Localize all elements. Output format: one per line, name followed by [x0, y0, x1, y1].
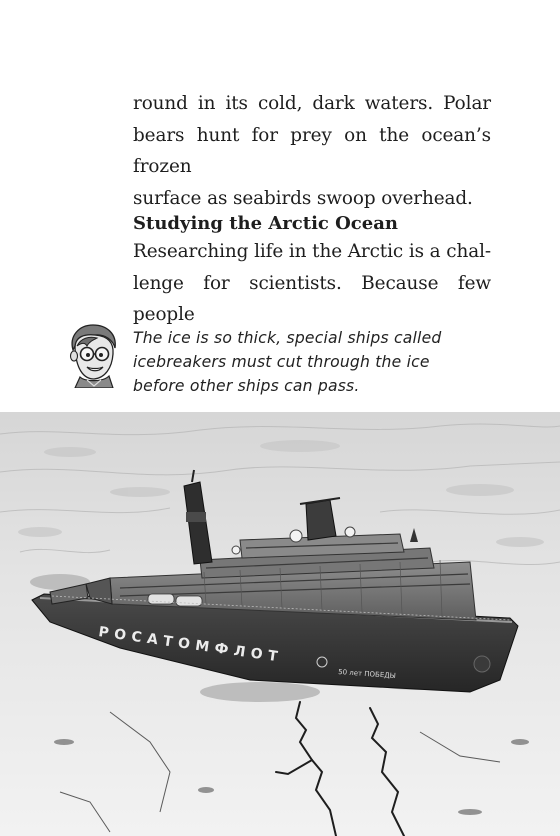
- kid-avatar-icon: [65, 322, 123, 388]
- tip-line: before other ships can pass.: [133, 377, 360, 395]
- text-line: bears hunt for prey on the ocean’s frozen: [133, 124, 491, 177]
- text-line: lenge for scientists. Because few people: [133, 272, 491, 325]
- text-line: round in its cold, dark waters. Polar: [133, 93, 491, 114]
- icebreaker-photo: [0, 412, 560, 836]
- tip-line: The ice is so thick, special ships called: [133, 329, 442, 347]
- text-line: Researching life in the Arctic is a chal-: [133, 241, 492, 262]
- tip-callout: [133, 326, 533, 398]
- body-paragraph-2: [133, 236, 491, 331]
- ship-name: 50 лет ПОБЕДЫ: [337, 668, 397, 681]
- section-heading: Studying the Arctic Ocean: [133, 213, 398, 234]
- hull-lettering: РОСАТОМФЛОТ: [97, 624, 284, 666]
- body-paragraph-1: [133, 88, 491, 214]
- tip-line: icebreakers must cut through the ice: [133, 353, 430, 371]
- text-line: surface as seabirds swoop overhead.: [133, 187, 473, 209]
